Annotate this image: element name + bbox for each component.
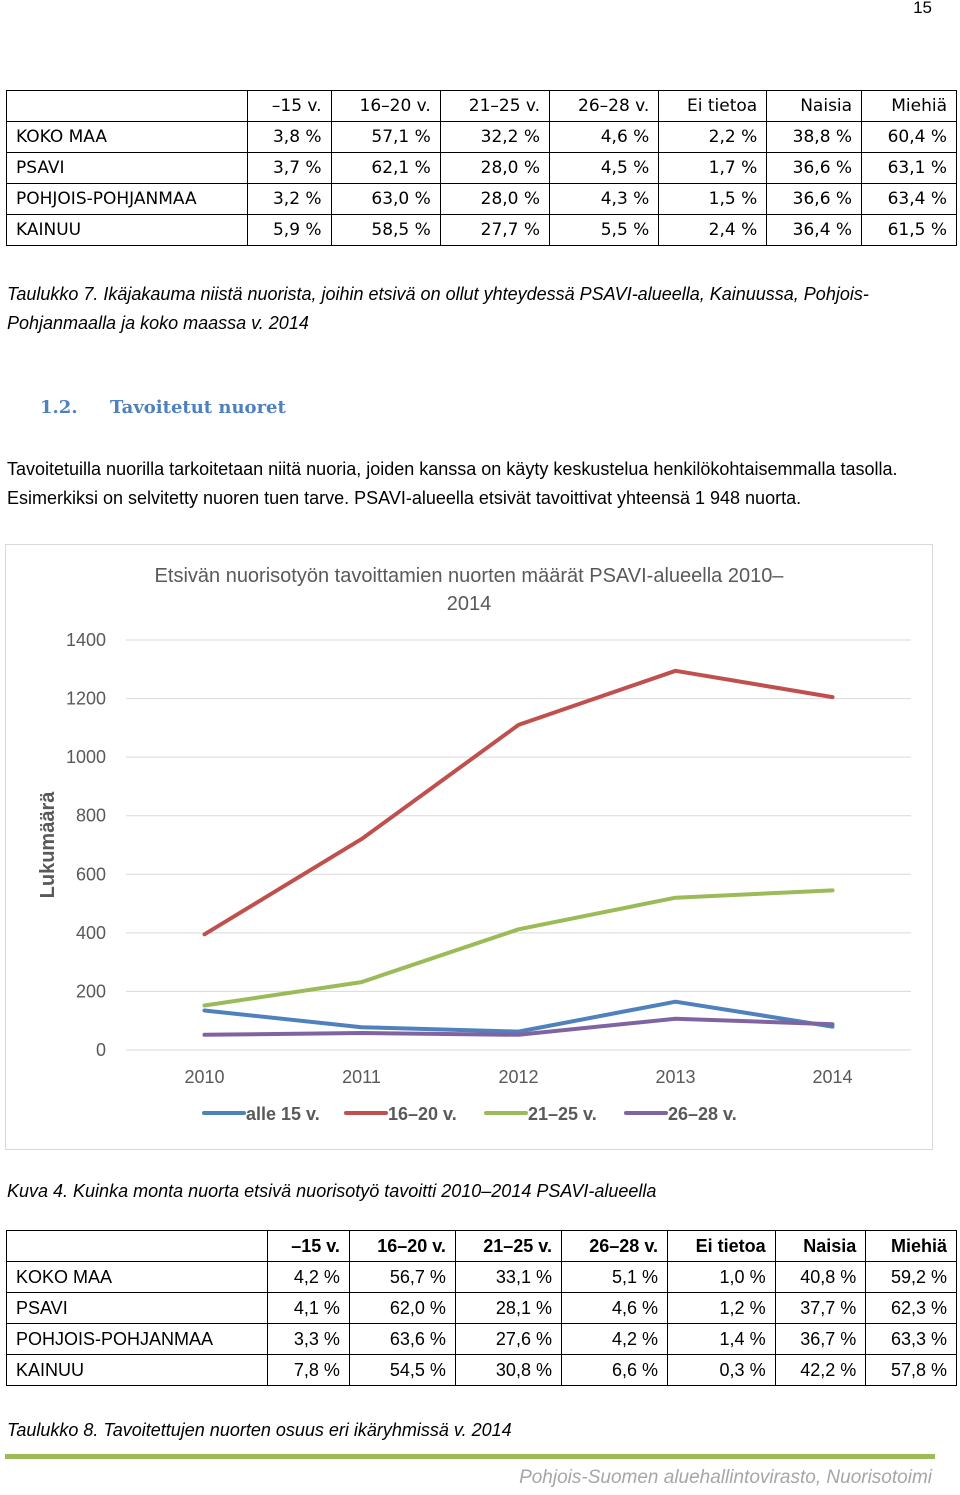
table-cell: KOKO MAA: [7, 1262, 268, 1293]
table-header-cell: Naisia: [775, 1231, 866, 1262]
table-header-row: [7, 91, 957, 122]
page-number: 15: [913, 0, 932, 17]
table-cell: 3,7 %: [248, 153, 331, 184]
table-cell: 40,8 %: [775, 1262, 866, 1293]
series-line: [205, 1002, 833, 1032]
table-cell: PSAVI: [7, 1293, 268, 1324]
footer-divider: [5, 1454, 935, 1459]
table-cell: 32,2 %: [440, 122, 549, 153]
table-cell: 1,0 %: [668, 1262, 776, 1293]
table-cell: 1,2 %: [668, 1293, 776, 1324]
table-header-cell: 16–20 v.: [349, 1231, 455, 1262]
y-tick-label: 600: [75, 864, 106, 885]
y-tick-label: 400: [75, 922, 106, 943]
table-cell: 38,8 %: [767, 122, 862, 153]
table-cell: 33,1 %: [455, 1262, 561, 1293]
table-cell: 2,4 %: [659, 215, 767, 246]
table-header-cell: Miehiä: [862, 91, 957, 122]
table-header-cell: [7, 91, 248, 122]
table-cell: 63,1 %: [862, 153, 957, 184]
table-cell: 0,3 %: [668, 1355, 776, 1386]
table-cell: 57,8 %: [866, 1355, 957, 1386]
table-cell: PSAVI: [7, 153, 248, 184]
table-cell: 3,2 %: [248, 184, 331, 215]
footer-text: Pohjois-Suomen aluehallintovirasto, Nuorisotoimi: [519, 1467, 932, 1488]
section-number: 1.2.: [40, 397, 78, 418]
table-cell: 4,3 %: [550, 184, 659, 215]
table-cell: POHJOIS-POHJANMAA: [7, 1324, 268, 1355]
table-row: [7, 1324, 957, 1355]
legend-label: 21–25 v.: [528, 1104, 597, 1124]
table-cell: 63,4 %: [862, 184, 957, 215]
section-heading: [40, 397, 286, 418]
table-row: [7, 1293, 957, 1324]
table-7-caption: Taulukko 7. Ikäjakauma niistä nuorista, joihin etsivä on ollut yhteydessä PSAVI-alueella, Kainuussa, Pohjois-Pohjanmaalla ja koko maassa v. 2014: [7, 284, 869, 333]
series-line: [205, 890, 833, 1005]
chart-title: 2014: [446, 593, 492, 615]
table-cell: 54,5 %: [349, 1355, 455, 1386]
table-row: [7, 215, 957, 246]
table-cell: 28,0 %: [440, 153, 549, 184]
table-cell: KOKO MAA: [7, 122, 248, 153]
table-header-cell: Ei tietoa: [659, 91, 767, 122]
table-cell: 3,3 %: [268, 1324, 350, 1355]
table-cell: 36,7 %: [775, 1324, 866, 1355]
legend-label: alle 15 v.: [246, 1104, 320, 1124]
table-cell: 5,5 %: [550, 215, 659, 246]
y-tick-label: 0: [95, 1040, 106, 1060]
table-cell: 57,1 %: [331, 122, 440, 153]
table-cell: KAINUU: [7, 215, 248, 246]
table-cell: 63,0 %: [331, 184, 440, 215]
table-cell: 4,1 %: [268, 1293, 350, 1324]
table-cell: 2,2 %: [659, 122, 767, 153]
table-cell: 5,9 %: [248, 215, 331, 246]
table-cell: 61,5 %: [862, 215, 957, 246]
legend-label: 26–28 v.: [668, 1104, 737, 1124]
table-cell: 27,7 %: [440, 215, 549, 246]
table-cell: 62,1 %: [331, 153, 440, 184]
table-header-cell: 26–28 v.: [550, 91, 659, 122]
table-cell: 58,5 %: [331, 215, 440, 246]
x-tick-label: 2013: [655, 1067, 696, 1087]
table-cell: 59,2 %: [866, 1262, 957, 1293]
y-tick-label: 800: [75, 805, 106, 826]
table-header-cell: –15 v.: [268, 1231, 350, 1262]
table-header-cell: –15 v.: [248, 91, 331, 122]
table-cell: 1,7 %: [659, 153, 767, 184]
table-row: [7, 184, 957, 215]
chart-title: Etsivän nuorisotyön tavoittamien nuorten määrät PSAVI-alueella 2010–: [154, 565, 784, 587]
table-cell: 4,6 %: [550, 122, 659, 153]
table-cell: 62,0 %: [349, 1293, 455, 1324]
y-axis-label: Lukumäärä: [37, 791, 59, 899]
y-tick-label: 1400: [65, 630, 106, 650]
table-header-cell: 16–20 v.: [331, 91, 440, 122]
table-header-cell: 21–25 v.: [440, 91, 549, 122]
table-row: [7, 153, 957, 184]
table-cell: 37,7 %: [775, 1293, 866, 1324]
table-row: [7, 1262, 957, 1293]
line-chart: [5, 544, 933, 1150]
table-cell: 62,3 %: [866, 1293, 957, 1324]
table-cell: 1,4 %: [668, 1324, 776, 1355]
table-cell: KAINUU: [7, 1355, 268, 1386]
table-cell: 4,2 %: [561, 1324, 667, 1355]
chart-canvas: [6, 545, 932, 1149]
table-cell: 6,6 %: [561, 1355, 667, 1386]
table-cell: 56,7 %: [349, 1262, 455, 1293]
table-header-cell: Miehiä: [866, 1231, 957, 1262]
table-cell: 4,6 %: [561, 1293, 667, 1324]
table-cell: 36,6 %: [767, 184, 862, 215]
table-cell: 42,2 %: [775, 1355, 866, 1386]
table-cell: 5,1 %: [561, 1262, 667, 1293]
table-cell: 63,3 %: [866, 1324, 957, 1355]
table-header-row: [7, 1231, 957, 1262]
table-cell: 30,8 %: [455, 1355, 561, 1386]
figure-4-caption: Kuva 4. Kuinka monta nuorta etsivä nuorisotyö tavoitti 2010–2014 PSAVI-alueella: [7, 1181, 657, 1201]
table-cell: 27,6 %: [455, 1324, 561, 1355]
table-cell: 36,4 %: [767, 215, 862, 246]
table-cell: 60,4 %: [862, 122, 957, 153]
table-cell: POHJOIS-POHJANMAA: [7, 184, 248, 215]
section-title: Tavoitetut nuoret: [110, 397, 286, 418]
table-8-caption: Taulukko 8. Tavoitettujen nuorten osuus eri ikäryhmissä v. 2014: [7, 1420, 512, 1440]
table-cell: 28,0 %: [440, 184, 549, 215]
age-distribution-table-7: [6, 90, 957, 246]
legend-label: 16–20 v.: [388, 1104, 457, 1124]
table-cell: 7,8 %: [268, 1355, 350, 1386]
table-row: [7, 122, 957, 153]
table-header-cell: Ei tietoa: [668, 1231, 776, 1262]
table-cell: 36,6 %: [767, 153, 862, 184]
table-cell: 3,8 %: [248, 122, 331, 153]
x-tick-label: 2011: [342, 1067, 381, 1087]
y-tick-label: 1200: [65, 688, 106, 709]
table-cell: 28,1 %: [455, 1293, 561, 1324]
x-tick-label: 2014: [812, 1067, 853, 1087]
x-tick-label: 2012: [498, 1067, 539, 1087]
table-cell: 4,5 %: [550, 153, 659, 184]
y-tick-label: 1000: [65, 747, 106, 768]
reached-youth-table-8: [6, 1230, 957, 1386]
x-tick-label: 2010: [184, 1067, 225, 1087]
table-header-cell: 21–25 v.: [455, 1231, 561, 1262]
table-header-cell: 26–28 v.: [561, 1231, 667, 1262]
table-cell: 63,6 %: [349, 1324, 455, 1355]
body-paragraph: Tavoitetuilla nuorilla tarkoitetaan niitä nuoria, joiden kanssa on käyty keskustelua henkilökohtaisemmalla tasolla. Esimerkiksi on selvitetty nuoren tuen tarve. PSAVI-alueella etsivät tavoittivat yhteensä 1 948 nuorta.: [7, 459, 898, 508]
table-cell: 1,5 %: [659, 184, 767, 215]
table-row: [7, 1355, 957, 1386]
table-header-cell: Naisia: [767, 91, 862, 122]
y-tick-label: 200: [75, 981, 106, 1002]
table-header-cell: [7, 1231, 268, 1262]
table-cell: 4,2 %: [268, 1262, 350, 1293]
